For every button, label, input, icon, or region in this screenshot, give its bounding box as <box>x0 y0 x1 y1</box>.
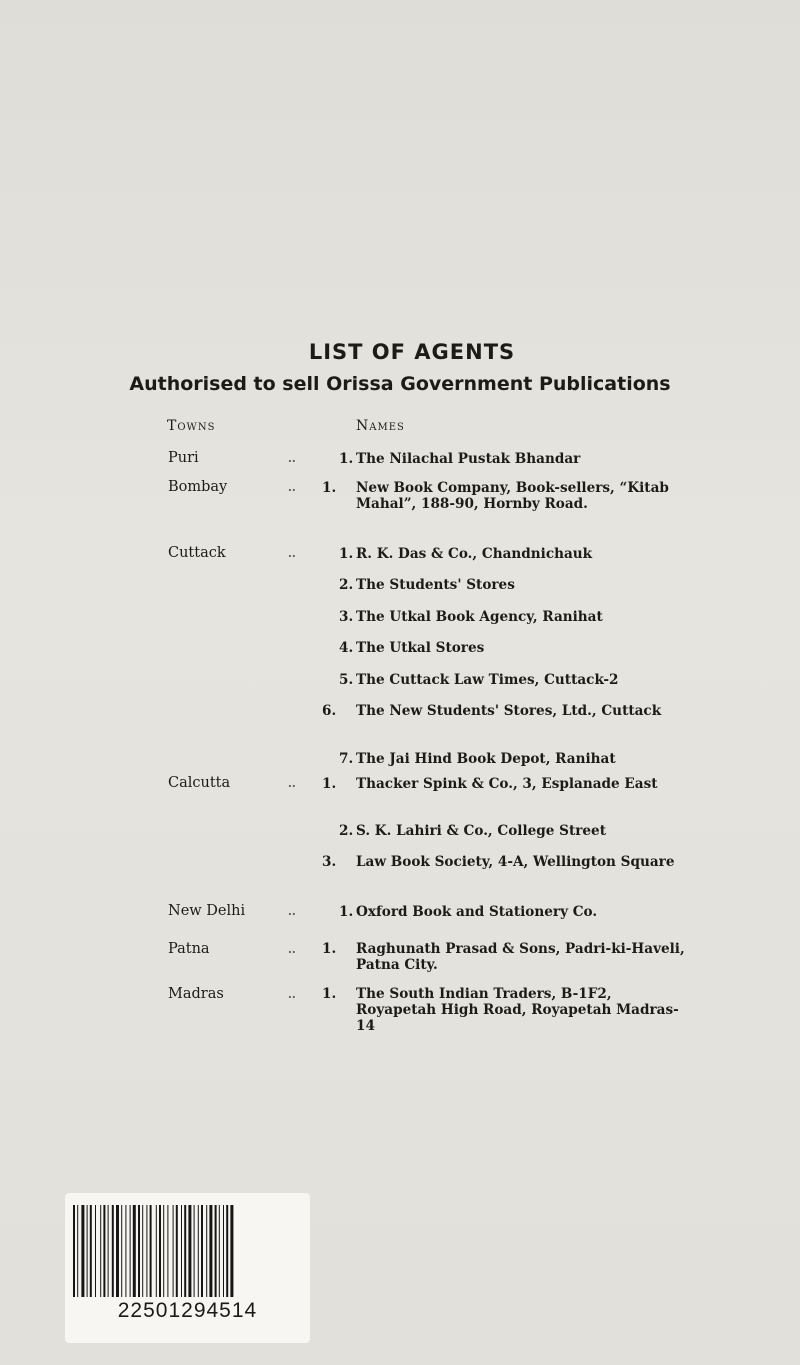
barcode-bar <box>167 1205 168 1297</box>
page-subtitle: Authorised to sell Orissa Government Publications <box>129 373 671 395</box>
barcode-bar <box>133 1205 136 1297</box>
agent-entry: 7. The Jai Hind Book Depot, Ranihat <box>339 751 616 767</box>
barcode-bar <box>138 1205 140 1297</box>
barcode-bar <box>223 1205 224 1297</box>
barcode-bar <box>184 1205 186 1297</box>
barcode-bar <box>198 1205 199 1297</box>
page-title: LIST OF AGENTS <box>308 340 516 364</box>
agent-entry: 1. Raghunath Prasad & Sons, Padri-ki-Haveli, Patna City. <box>322 941 685 973</box>
barcode-bar <box>219 1205 220 1297</box>
barcode-bar <box>156 1205 157 1297</box>
barcode-bar <box>230 1205 233 1297</box>
agent-entry: 3. Law Book Society, 4-A, Wellington Square <box>322 854 675 870</box>
town-calcutta: Calcutta <box>168 775 231 791</box>
barcode-bar <box>146 1205 147 1297</box>
separator-dots: .. <box>288 905 296 918</box>
barcode-bar <box>215 1205 217 1297</box>
barcode-bar <box>206 1205 207 1297</box>
agent-entry: 2. S. K. Lahiri & Co., College Street <box>339 823 606 839</box>
barcode-bar <box>150 1205 152 1297</box>
agent-entry: 4. The Utkal Stores <box>339 640 485 656</box>
library-barcode-label <box>65 1193 310 1343</box>
town-puri: Puri <box>168 450 199 466</box>
agent-entry: 6. The New Students' Stores, Ltd., Cuttack <box>322 703 662 719</box>
barcode-bar <box>95 1205 96 1297</box>
agent-entry: 1. R. K. Das & Co., Chandnichauk <box>339 546 593 562</box>
barcode-bar <box>100 1205 101 1297</box>
barcode-bar <box>103 1205 105 1297</box>
barcode-bar <box>116 1205 119 1297</box>
barcode-bar <box>201 1205 203 1297</box>
barcode-bar <box>194 1205 195 1297</box>
town-new-delhi: New Delhi <box>168 903 246 919</box>
agent-entry: 1. The South Indian Traders, B-1F2, Royapetah High Road, Royapetah Madras-14 <box>322 986 679 1034</box>
column-header-names: Names <box>356 418 405 434</box>
barcode-bar <box>173 1205 174 1297</box>
barcode-bar <box>108 1205 109 1297</box>
barcode-bar <box>176 1205 178 1297</box>
separator-dots: .. <box>288 481 296 494</box>
agent-entry: 3. The Utkal Book Agency, Ranihat <box>339 609 603 625</box>
separator-dots: .. <box>288 988 296 1001</box>
barcode-number: 22501294514 <box>117 1299 258 1322</box>
barcode-bars <box>71 1205 304 1297</box>
town-bombay: Bombay <box>168 479 228 495</box>
town-cuttack: Cuttack <box>168 545 226 561</box>
barcode-bar <box>209 1205 212 1297</box>
separator-dots: .. <box>288 452 296 465</box>
agent-entry: 1. New Book Company, Book-sellers, “Kitab Mahal”, 188-90, Hornby Road. <box>322 480 669 512</box>
separator-dots: .. <box>288 777 296 790</box>
barcode-bar <box>130 1205 131 1297</box>
barcode-bar <box>112 1205 114 1297</box>
separator-dots: .. <box>288 943 296 956</box>
barcode-bar <box>121 1205 122 1297</box>
barcode-bar <box>163 1205 164 1297</box>
barcode-bar <box>81 1205 84 1297</box>
town-madras: Madras <box>168 986 224 1002</box>
town-patna: Patna <box>168 941 210 957</box>
agent-entry: 1. The Nilachal Pustak Bhandar <box>339 451 581 467</box>
agent-entry: 2. The Students' Stores <box>339 577 515 593</box>
agent-entry: 1. Oxford Book and Stationery Co. <box>339 904 598 920</box>
barcode-bar <box>73 1205 75 1297</box>
barcode-bar <box>87 1205 88 1297</box>
agent-entry: 1. Thacker Spink & Co., 3, Esplanade East <box>322 776 658 792</box>
barcode-bar <box>226 1205 228 1297</box>
barcode-bar <box>159 1205 161 1297</box>
barcode-bar <box>181 1205 182 1297</box>
barcode-bar <box>77 1205 78 1297</box>
column-header-towns: Towns <box>167 418 216 434</box>
barcode-bar <box>125 1205 126 1297</box>
barcode-bar <box>188 1205 191 1297</box>
barcode-bar <box>142 1205 143 1297</box>
barcode-bar <box>90 1205 92 1297</box>
separator-dots: .. <box>288 547 296 560</box>
agent-entry: 5. The Cuttack Law Times, Cuttack-2 <box>339 672 619 688</box>
